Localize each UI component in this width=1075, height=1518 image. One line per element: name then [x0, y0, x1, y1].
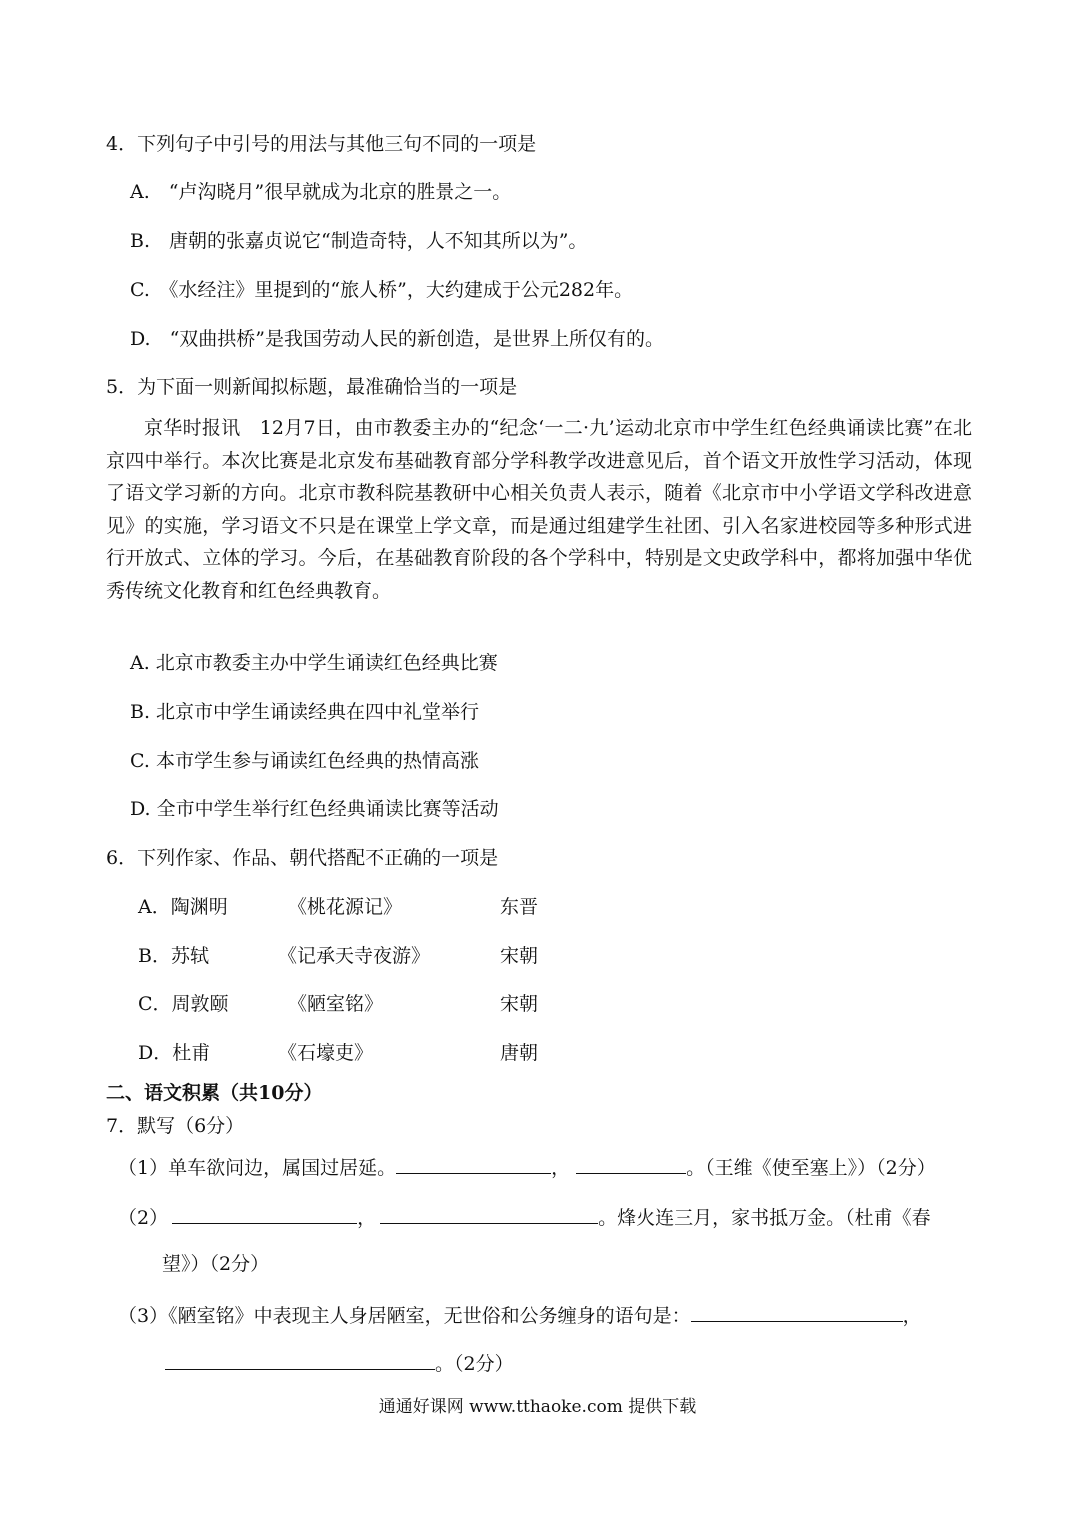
q4-option-a: A. “卢沟晓月”很早就成为北京的胜景之一。 — [130, 181, 512, 203]
q5-option-c: C. 本市学生参与诵读红色经典的热情高涨 — [130, 750, 479, 772]
q6-row-d-work: 《石壕吏》 — [278, 1042, 374, 1064]
q6-row-b-work: 《记承天寺夜游》 — [278, 945, 431, 967]
item2-suffix: 。烽火连三月，家书抵万金。（杜甫《春 — [598, 1207, 931, 1229]
q7-item-2 — [118, 1203, 931, 1231]
q6-row-d-author: D．杜甫 — [138, 1042, 211, 1064]
q5-stem: 5．为下面一则新闻拟标题，最准确恰当的一项是 — [106, 376, 518, 398]
item3-sep: ， — [902, 1305, 922, 1327]
q6-row-a-author: A．陶渊明 — [138, 896, 228, 918]
q6-row-b-author: B．苏轼 — [138, 945, 209, 967]
q5-option-a: A. 北京市教委主办中学生诵读红色经典比赛 — [130, 652, 498, 674]
section2-heading: 二、语文积累（共10分） — [106, 1082, 323, 1104]
q6-row-c-dynasty: 宋朝 — [500, 993, 539, 1015]
q6-row-a-work: 《桃花源记》 — [288, 896, 403, 918]
item1-blank-1[interactable] — [396, 1153, 551, 1174]
q7-item-3 — [118, 1301, 922, 1329]
item1-sep: ， — [551, 1157, 571, 1179]
item2-prefix: （2） — [118, 1207, 169, 1229]
q4-option-d: D. “双曲拱桥”是我国劳动人民的新创造，是世界上所仅有的。 — [130, 328, 665, 350]
q5-news-passage: 京华时报讯 12月7日，由市教委主办的“纪念‘一二·九’运动北京市中学生红色经典诵读比赛”在北京四中举行。本次比赛是北京发布基础教育部分学科教学改进意见后，首个语文开放性学习活动，体现了语文学习新的方向。北京市教科院基教研中心相关负责人表示，随着《北京市中小学语文学科改进意见》的实施，学习语文不只是在课堂上学文章，而是通过组建学生社团、引入名家进校园等多种形式进行开放式、立体的学习。今后，在基础教育阶段的各个学科中，特别是文史政学科中，都将加强中华优秀传统文化教育和红色经典教育。 — [106, 417, 972, 602]
q7-item-3-cont — [165, 1349, 514, 1377]
q4-option-b: B. 唐朝的张嘉贞说它“制造奇特，人不知其所以为”。 — [130, 230, 588, 252]
item1-blank-2[interactable] — [576, 1153, 686, 1174]
q7-stem: 7．默写（6分） — [106, 1115, 245, 1137]
q6-row-c-author: C．周敦颐 — [138, 993, 229, 1015]
q4-stem: 4．下列句子中引号的用法与其他三句不同的一项是 — [106, 133, 537, 155]
q6-stem: 6．下列作家、作品、朝代搭配不正确的一项是 — [106, 847, 499, 869]
item1-suffix: 。（王维《使至塞上》）（2分） — [686, 1157, 936, 1179]
item2-blank-2[interactable] — [380, 1203, 598, 1224]
q7-item-1 — [118, 1153, 936, 1181]
q6-row-a-dynasty: 东晋 — [500, 896, 539, 918]
page-footer: 通通好课网 www.tthaoke.com 提供下载 — [378, 1397, 697, 1417]
q5-option-d: D. 全市中学生举行红色经典诵读比赛等活动 — [130, 798, 499, 820]
item3-blank-1[interactable] — [691, 1301, 903, 1322]
q6-row-d-dynasty: 唐朝 — [500, 1042, 539, 1064]
q7-item-2-cont: 望》）（2分） — [162, 1253, 270, 1275]
item1-prefix: （1）单车欲问边，属国过居延。 — [118, 1157, 397, 1179]
item2-sep: ， — [357, 1207, 377, 1229]
item3-blank-2[interactable] — [165, 1349, 435, 1370]
q6-row-b-dynasty: 宋朝 — [500, 945, 539, 967]
item3-prefix: （3）《陋室铭》中表现主人身居陋室，无世俗和公务缠身的语句是： — [118, 1305, 691, 1327]
q4-option-c: C. 《水经注》里提到的“旅人桥”，大约建成于公元282年。 — [130, 279, 634, 301]
item2-blank-1[interactable] — [172, 1203, 357, 1224]
q5-option-b: B. 北京市中学生诵读经典在四中礼堂举行 — [130, 701, 480, 723]
item3-suffix: 。（2分） — [435, 1353, 514, 1375]
q6-row-c-work: 《陋室铭》 — [288, 993, 384, 1015]
